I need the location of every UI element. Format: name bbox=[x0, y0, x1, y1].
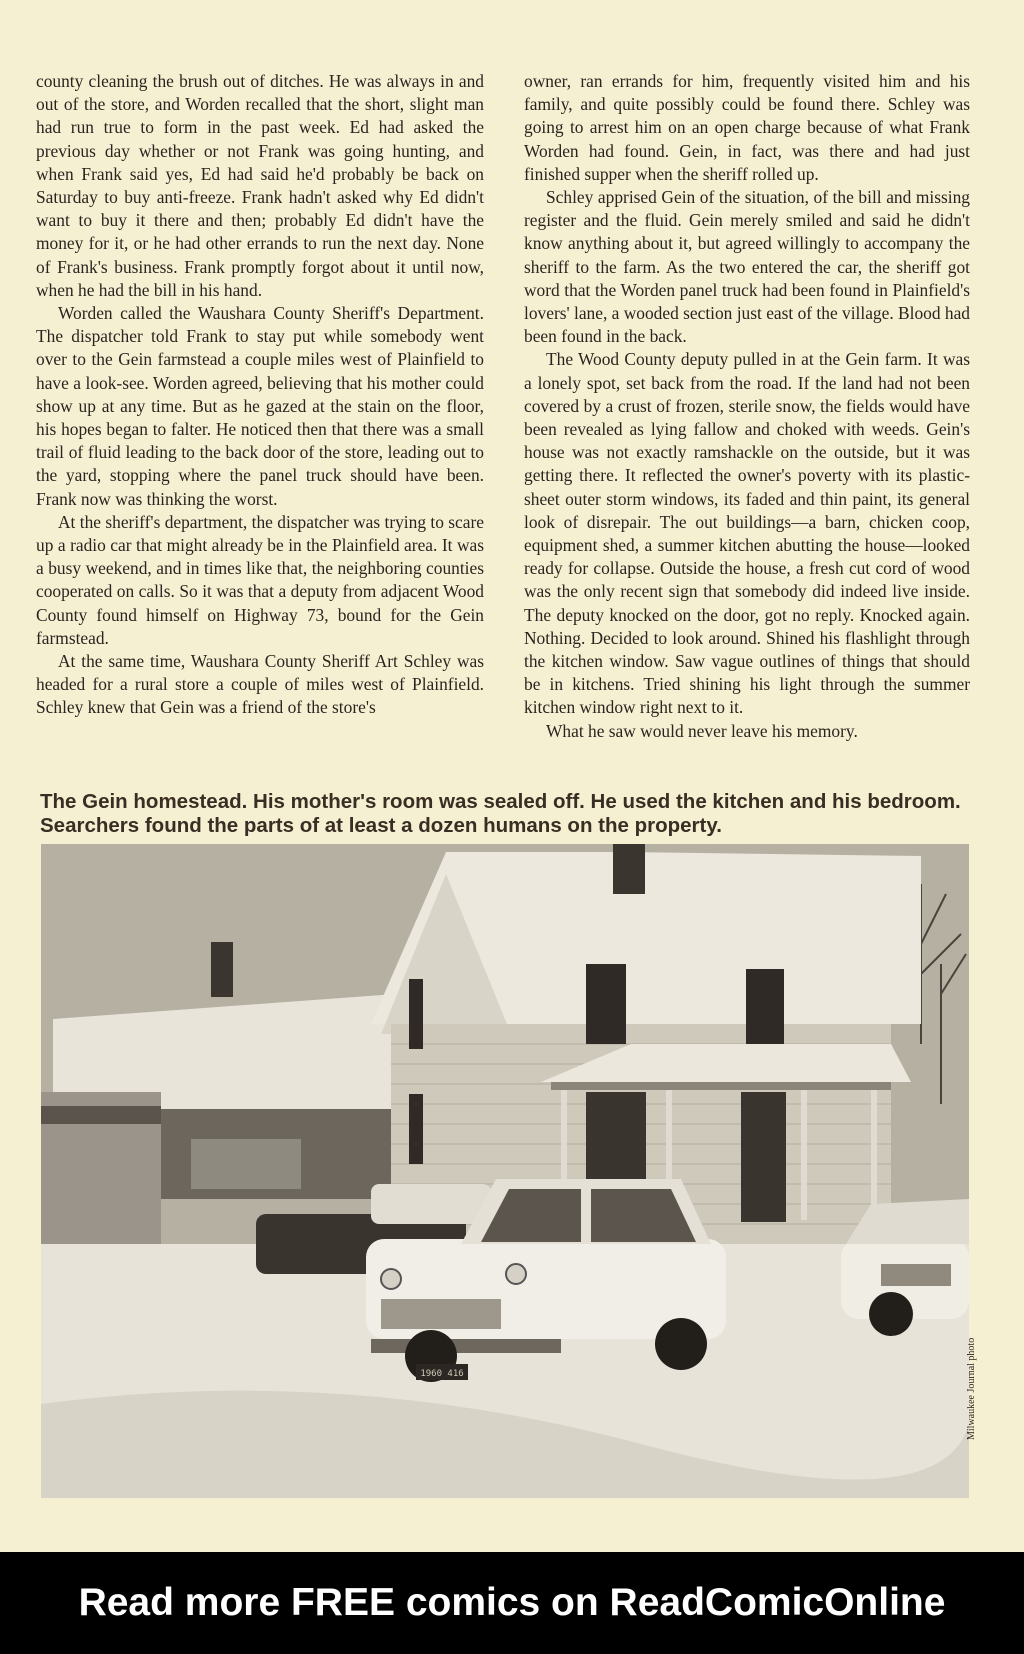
photo-caption: The Gein homestead. His mother's room was sealed off. He used the kitchen and his bedroom. Searchers found the parts of at least a dozen humans on the property. bbox=[40, 790, 961, 837]
paragraph: Worden called the Waushara County Sheriff's Department. The dispatcher told Frank to stay put while somebody went over to the Gein farmstead a couple miles west of Plainfield to have a look-see. Worden agreed, believing that his mother could show up at any time. But as he gazed at the stain on the floor, his hopes began to falter. He noticed then that there was a small trail of fluid leading to the back door of the store, leading out to the yard, stopping where the panel truck should have been. Frank now was thinking the worst. bbox=[36, 303, 484, 509]
paragraph: At the sheriff's department, the dispatcher was trying to scare up a radio car that might already be in the Plainfield area. It was a busy weekend, and in times like that, the neighboring counties cooperated on calls. So it was that a deputy from adjacent Wood County found himself on Highway 73, bound for the Gein farmstead. bbox=[36, 511, 484, 648]
paragraph: owner, ran errands for him, frequently visited him and his family, and quite possibly could be found there. Schley was going to arrest him on an open charge because of what Frank Worden had found. Gein, in fact, was there and had just finished supper when the sheriff rolled up. bbox=[524, 71, 970, 184]
tarp bbox=[191, 1139, 301, 1189]
article-column-right bbox=[524, 70, 970, 743]
window bbox=[586, 964, 626, 1044]
paragraph: county cleaning the brush out of ditches. He was always in and out of the store, and Worden recalled that the short, slight man had run true to form in the past week. Ed had asked the previous day whether or not Frank was going hunting, and when Frank said yes, Ed had said he'd probably be back on Saturday to buy anti-freeze. Frank hadn't asked why Ed didn't want to buy it there and then; probably Ed didn't have the money for it, or he had other errands to run the next day. None of Frank's business. Frank promptly forgot about it until now, when he had the bill in his hand. bbox=[36, 71, 484, 300]
shed-chimney bbox=[211, 942, 233, 997]
promo-banner[interactable] bbox=[0, 1552, 1024, 1654]
window bbox=[409, 1094, 423, 1164]
porch-door bbox=[741, 1092, 786, 1222]
photo-credit: Milwaukee Journal photo bbox=[966, 1337, 977, 1440]
paragraph: The Wood County deputy pulled in at the Gein farm. It was a lonely spot, set back from the road. If the land had not been covered by a crust of frozen, sterile snow, the fields would have been revealed as lying fallow and choked with weeds. Gein's house was not exactly ramshackle on the outside, but it was getting there. It reflected the owner's poverty with its plastic-sheet outer storm windows, its faded and thin paint, its general look of disrepair. The out buildings—a barn, chicken coop, equipment shed, a summer kitchen abutting the house—looked ready for collapse. Outside the house, a fresh cut cord of wood was the only recent sign that somebody did indeed live inside. The deputy knocked on the door, got no reply. Knocked again. Nothing. Decided to look around. Shined his flashlight through the kitchen window. Saw vague outlines of things that should be in kitchens. Tried shining his light through the summer kitchen window right next to it. bbox=[524, 349, 970, 718]
paragraph: What he saw would never leave his memory. bbox=[546, 720, 858, 741]
license-plate-text: 1960 416 bbox=[420, 1369, 464, 1379]
promo-banner-text[interactable]: Read more FREE comics on ReadComicOnline bbox=[78, 1581, 946, 1624]
house-chimney bbox=[613, 844, 645, 894]
paragraph: At the same time, Waushara County Sheriff Art Schley was headed for a rural store a couple of miles west of Plainfield. Schley knew that Gein was a friend of the store's bbox=[36, 651, 484, 718]
gein-homestead-photo bbox=[41, 844, 969, 1498]
window bbox=[746, 969, 784, 1044]
paragraph: Schley apprised Gein of the situation, of the bill and missing register and the fluid. Gein merely smiled and said he didn't know anything about it, but agreed willingly to accompany the sheriff to the farm. As the two entered the car, the sheriff got word that the Worden panel truck had been found in Plainfield's lovers' lane, a wooded section just east of the village. Blood had been found in the back. bbox=[524, 187, 971, 347]
article-column-left bbox=[36, 70, 484, 720]
homestead-illustration bbox=[41, 844, 969, 1498]
window bbox=[409, 979, 423, 1049]
